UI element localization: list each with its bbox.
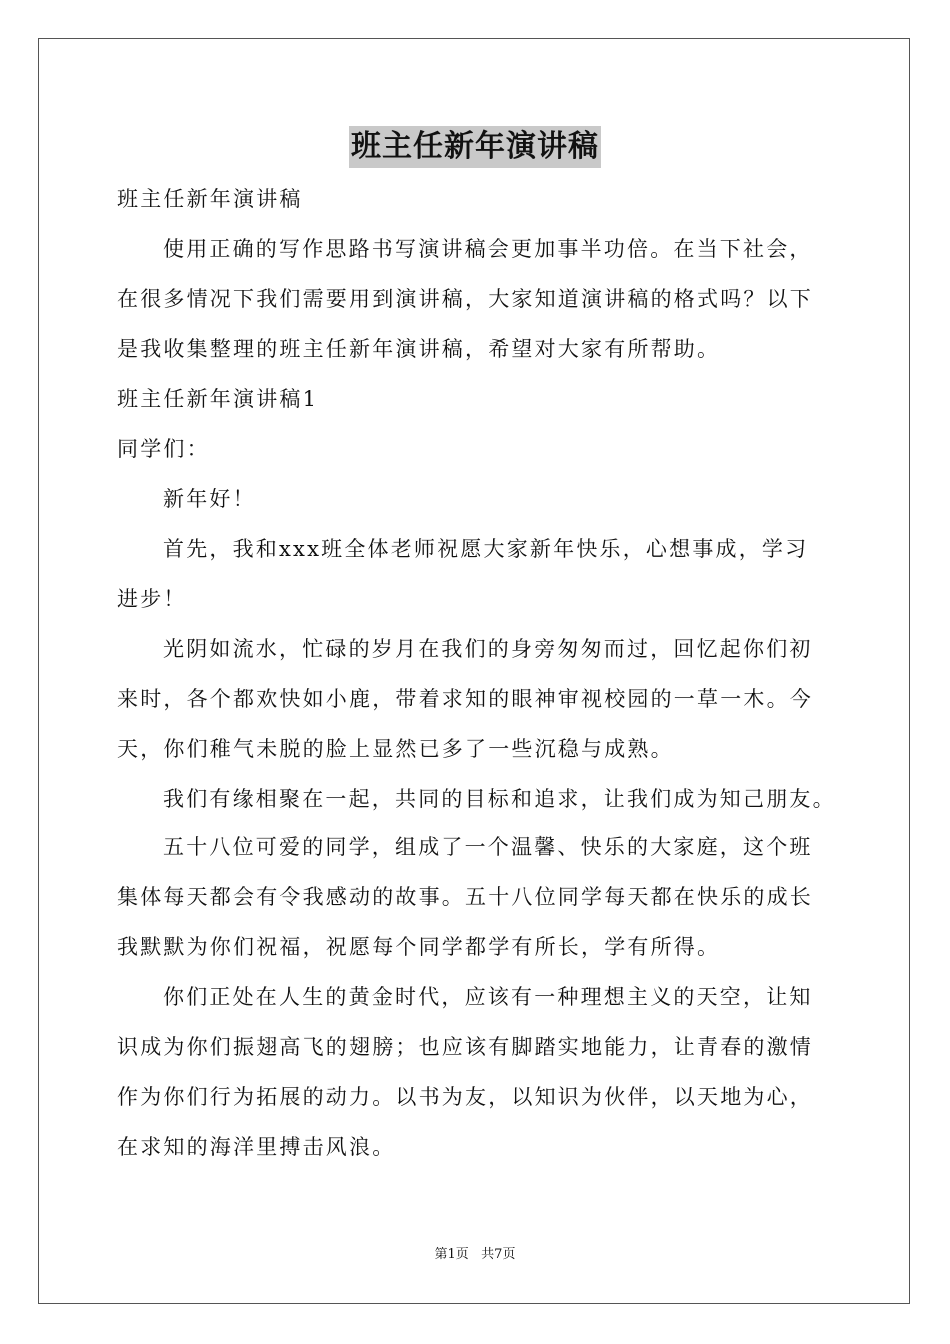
doc-line: 作为你们行为拓展的动力。以书为友，以知识为伙伴，以天地为心， [117, 1085, 813, 1109]
doc-line: 使用正确的写作思路书写演讲稿会更加事半功倍。在当下社会， [163, 237, 813, 261]
title-container [0, 126, 950, 168]
page-number: 第1页 共7页 [434, 1247, 516, 1262]
doc-line: 天，你们稚气未脱的脸上显然已多了一些沉稳与成熟。 [117, 737, 674, 761]
doc-line: 光阴如流水，忙碌的岁月在我们的身旁匆匆而过，回忆起你们初 [163, 637, 813, 661]
document-title: 班主任新年演讲稿 [349, 126, 601, 168]
doc-line: 我默默为你们祝福，祝愿每个同学都学有所长，学有所得。 [117, 935, 721, 959]
doc-line: 是我收集整理的班主任新年演讲稿，希望对大家有所帮助。 [117, 337, 721, 361]
doc-line: 在求知的海洋里搏击风浪。 [117, 1135, 396, 1159]
doc-line: 首先，我和xxx班全体老师祝愿大家新年快乐，心想事成，学习 [163, 537, 809, 561]
doc-line: 我们有缘相聚在一起，共同的目标和追求，让我们成为知己朋友。 [163, 787, 836, 811]
doc-line: 五十八位可爱的同学，组成了一个温馨、快乐的大家庭，这个班 [163, 835, 813, 859]
doc-line: 识成为你们振翅高飞的翅膀；也应该有脚踏实地能力，让青春的激情 [117, 1035, 813, 1059]
doc-line: 来时，各个都欢快如小鹿，带着求知的眼神审视校园的一草一木。今 [117, 687, 813, 711]
doc-line: 班主任新年演讲稿1 [117, 387, 319, 411]
doc-line: 你们正处在人生的黄金时代，应该有一种理想主义的天空，让知 [163, 985, 813, 1009]
doc-line: 在很多情况下我们需要用到演讲稿，大家知道演讲稿的格式吗？以下 [117, 287, 813, 311]
doc-line: 集体每天都会有令我感动的故事。五十八位同学每天都在快乐的成长 [117, 885, 813, 909]
doc-line: 新年好！ [163, 487, 256, 511]
doc-line: 班主任新年演讲稿 [117, 187, 303, 211]
doc-line: 进步！ [117, 587, 187, 611]
page-border [38, 38, 910, 1304]
doc-line: 同学们： [117, 437, 210, 461]
